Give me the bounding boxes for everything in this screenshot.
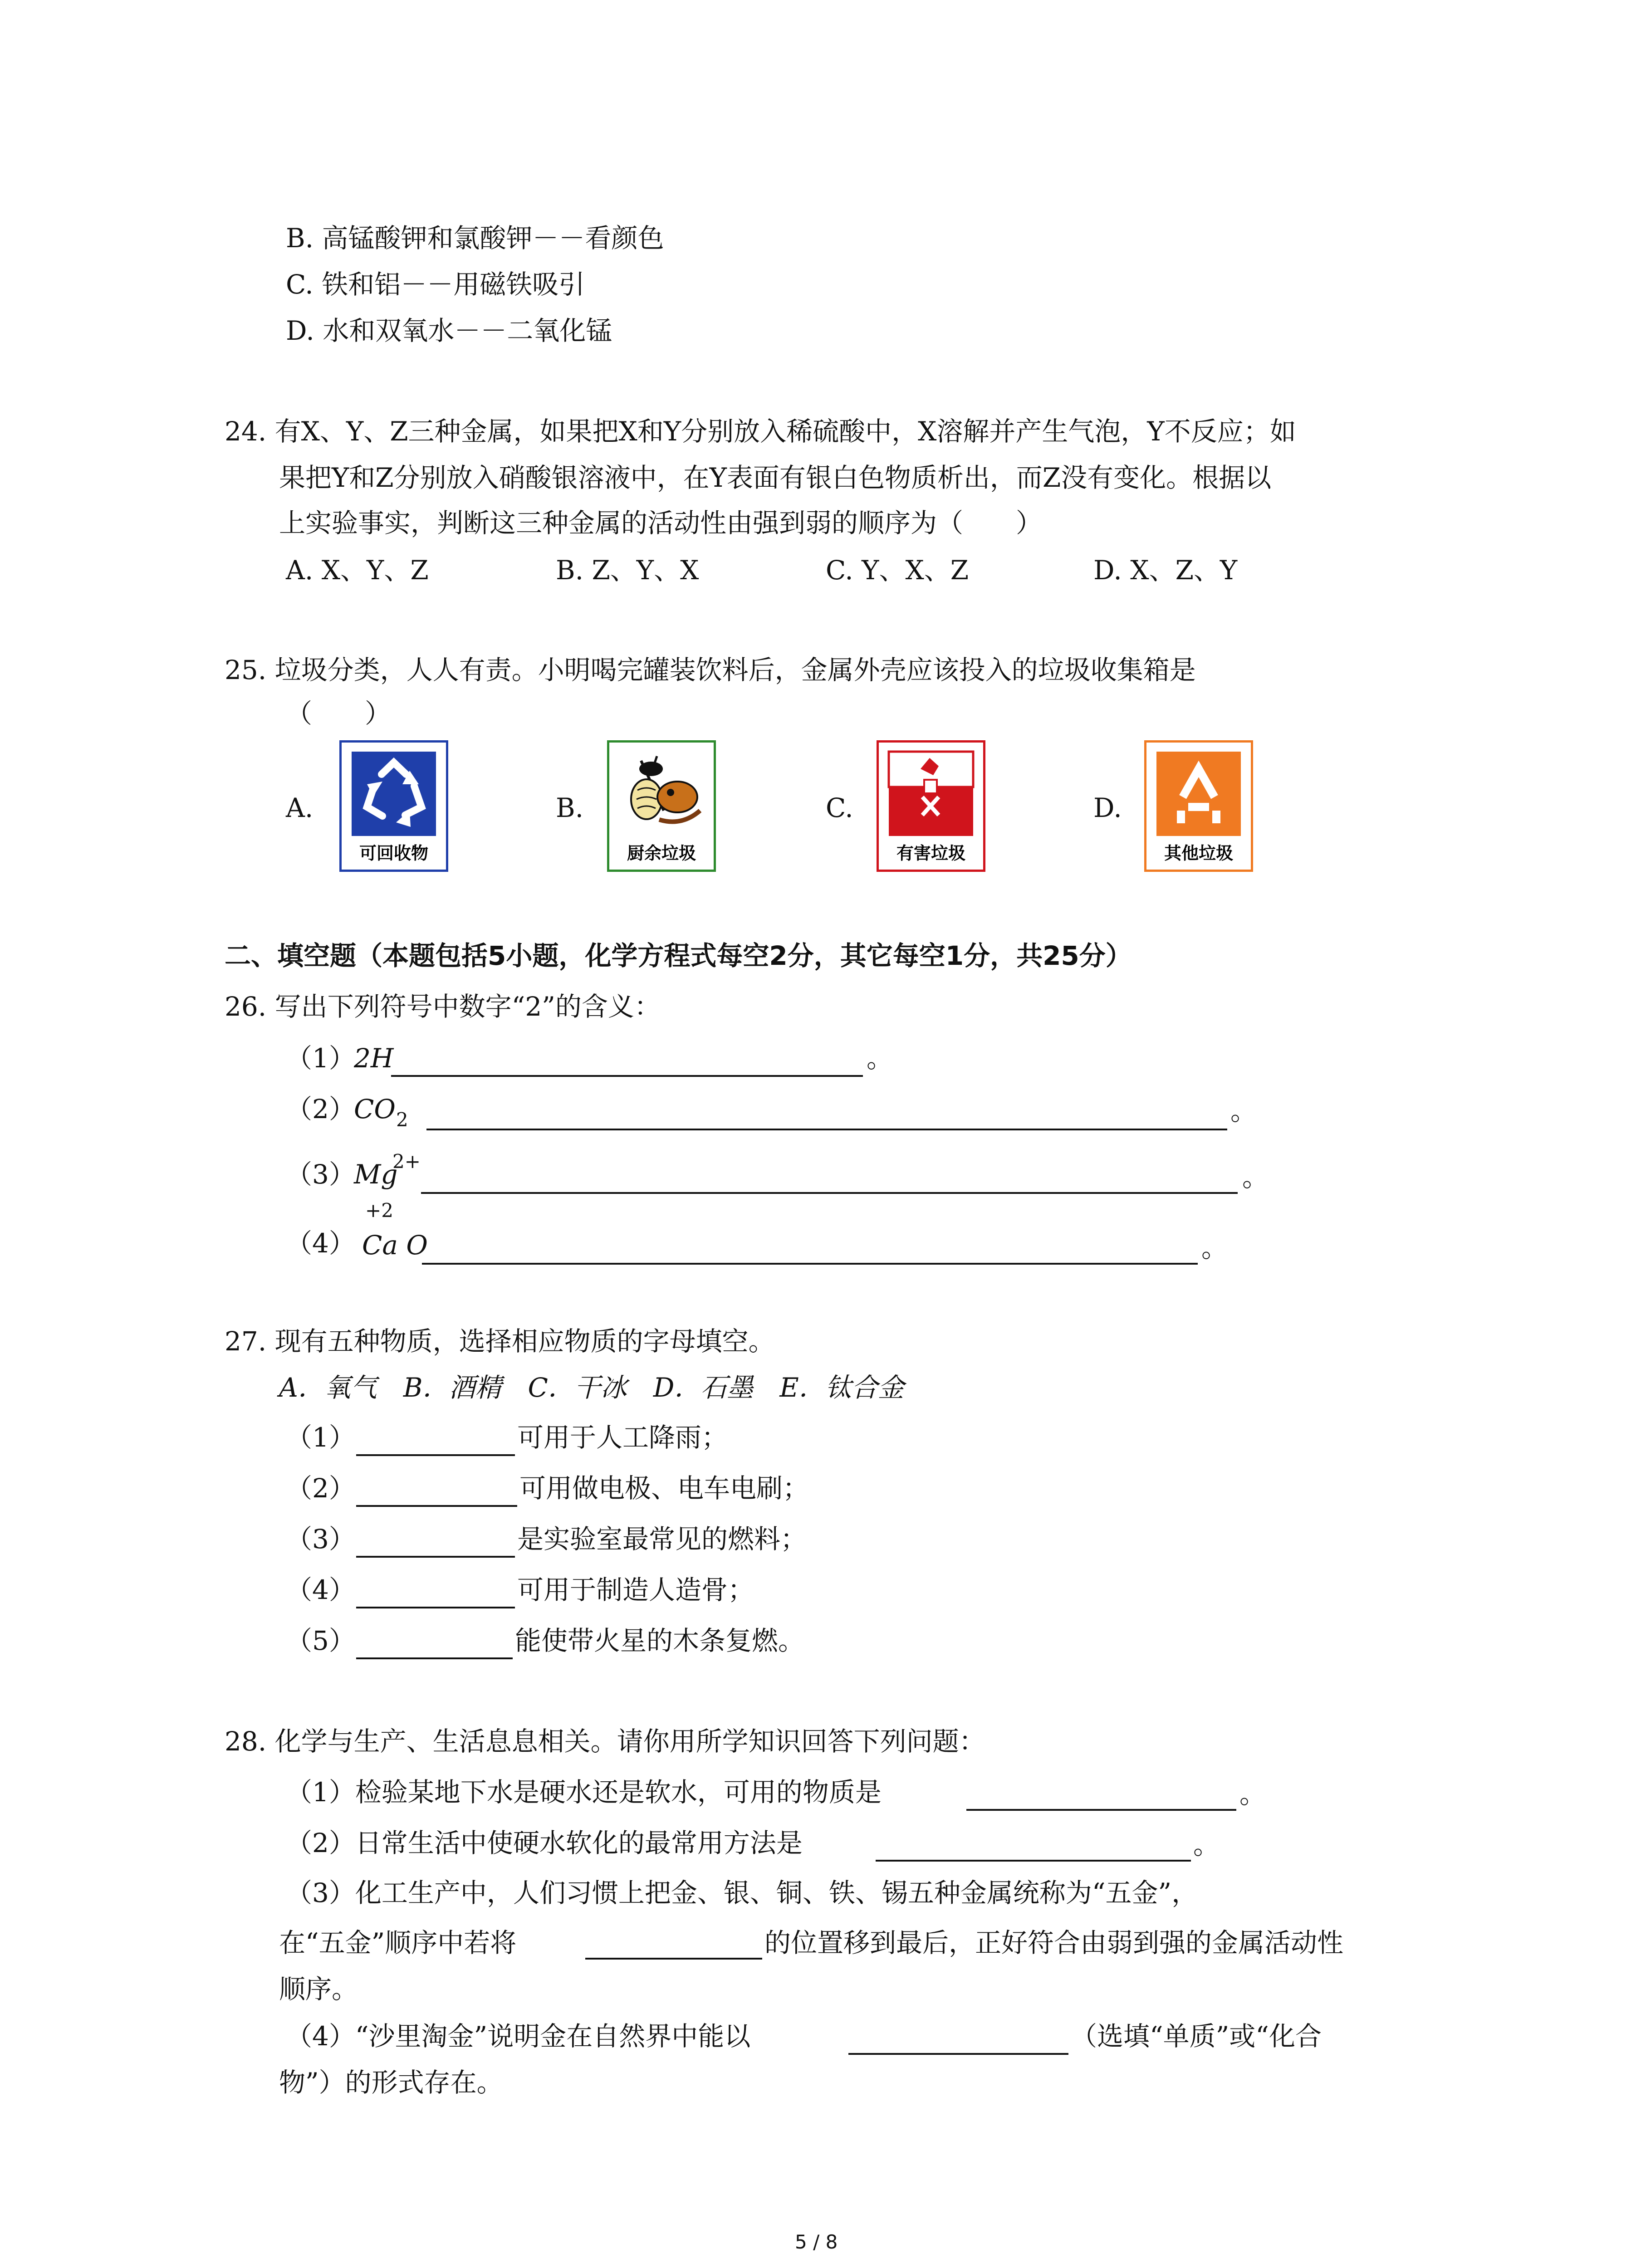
q26-item-3-blank[interactable] [421,1192,1238,1194]
other-waste-caption: 其他垃圾 [1164,843,1233,863]
q28-part-3-line-1: （3）化工生产中，人们习惯上把金、银、铜、铁、锡五种金属统称为“五金”， [286,1877,1198,1908]
q24-option-b: B. Z、Y、X [556,555,699,586]
recycle-bin-sign [339,740,448,872]
q27-stem: 27. 现有五种物质，选择相应物质的字母填空。 [225,1326,775,1357]
q27-item-4-blank[interactable] [356,1607,515,1608]
q25-line-2: （ ） [286,698,392,729]
other-waste-bin-sign [1144,740,1253,872]
q28-part-1-end: 。 [1239,1779,1266,1809]
q28-part-3-blank[interactable] [585,1958,762,1960]
q26-item-1-blank[interactable] [391,1075,863,1077]
hazardous-bin-sign [877,740,985,872]
q28-part-3-line-2a: 在“五金”顺序中若将 [279,1927,517,1958]
q28-part-2-blank[interactable] [876,1860,1191,1862]
q28-part-4-blank[interactable] [848,2053,1068,2055]
q26-item-4-valence: +2 [365,1199,393,1222]
q27-item-5-blank[interactable] [356,1657,513,1659]
q27-item-5-num: （5） [286,1625,355,1656]
other-waste-icon [1146,743,1251,838]
q27-item-1-num: （1） [286,1422,355,1453]
q24-option-c: C. Y、X、Z [826,555,969,586]
q23-option-b: B. 高锰酸钾和氯酸钾－－看颜色 [286,223,664,254]
q28-part-3-line-3: 顺序。 [279,1974,358,2004]
q27-item-3-blank[interactable] [356,1556,515,1558]
q27-item-3-text: 是实验室最常见的燃料； [517,1524,807,1554]
q26-item-2-subscript: 2 [396,1109,408,1131]
q27-item-4-num: （4） [286,1574,355,1605]
q24-option-a: A. X、Y、Z [286,555,429,586]
q27-item-4-text: 可用于制造人造骨； [517,1574,754,1605]
q24-line-3: 上实验事实，判断这三种金属的活动性由强到弱的顺序为（ ） [279,508,1043,538]
hazardous-caption: 有害垃圾 [896,843,965,863]
q28-part-4-line-2: 物”）的形式存在。 [279,2067,503,2098]
q27-item-1-blank[interactable] [356,1454,515,1456]
q26-item-1-num: （1） [286,1043,355,1074]
q28-stem: 28. 化学与生产、生活息息相关。请你用所学知识回答下列问题： [225,1726,985,1757]
q27-choices: A．氧气 B．酒精 C．干冰 D．石墨 E．钛合金 [279,1372,904,1403]
q27-item-2-num: （2） [286,1473,355,1504]
q26-item-4-end: 。 [1201,1232,1228,1263]
q24-line-2: 果把Y和Z分别放入硝酸银溶液中，在Y表面有银白色物质析出，而Z没有变化。根据以 [279,462,1272,493]
q28-part-1-blank[interactable] [966,1809,1236,1811]
q26-item-3-superscript: 2+ [392,1150,421,1173]
food-waste-icon [609,743,714,838]
q27-item-5-text: 能使带火星的木条复燃。 [515,1625,805,1656]
recycle-caption: 可回收物 [359,843,428,863]
q26-item-3-end: 。 [1242,1162,1269,1193]
q23-option-c: C. 铁和铝－－用磁铁吸引 [286,269,585,300]
q28-part-1-text: （1）检验某地下水是硬水还是软水，可用的物质是 [286,1777,882,1808]
q27-item-1-text: 可用于人工降雨； [517,1422,728,1453]
q26-item-2-end: 。 [1230,1095,1257,1126]
q26-stem: 26. 写出下列符号中数字“2”的含义： [225,991,661,1022]
q26-item-1-end: 。 [867,1043,893,1074]
q25-line-1: 25. 垃圾分类，人人有责。小明喝完罐装饮料后，金属外壳应该投入的垃圾收集箱是 [225,655,1196,685]
q26-item-3-num: （3） [286,1159,355,1190]
q26-item-2-symbol: CO [354,1094,396,1124]
q28-part-4-line-1a: （4）“沙里淘金”说明金在自然界中能以 [286,2021,751,2052]
q25-option-d-letter: D. [1093,792,1122,823]
q26-item-4-blank[interactable] [422,1263,1198,1265]
q25-option-a-letter: A. [286,792,314,823]
q27-item-2-text: 可用做电极、电车电刷； [519,1473,809,1504]
q25-option-c-letter: C. [826,792,853,823]
q25-option-b-letter: B. [556,792,584,823]
food-waste-caption: 厨余垃圾 [627,843,696,863]
q24-option-d: D. X、Z、Y [1093,555,1238,586]
q26-item-4-num: （4） [286,1228,355,1259]
q28-part-2-end: 。 [1193,1829,1220,1860]
section-2-heading: 二、填空题（本题包括5小题，化学方程式每空2分，其它每空1分，共25分） [225,940,1132,971]
q26-item-4-symbol: Ca O [362,1230,428,1261]
q26-item-1-symbol: 2H [354,1043,394,1074]
q24-line-1: 24. 有X、Y、Z三种金属，如果把X和Y分别放入稀硫酸中，X溶解并产生气泡，Y不反应；如 [225,416,1296,447]
recycle-icon [342,743,446,838]
q27-item-3-num: （3） [286,1524,355,1554]
q26-item-2-blank[interactable] [426,1129,1227,1130]
food-waste-bin-sign [607,740,716,872]
hazardous-icon [879,743,983,838]
q26-item-2-num: （2） [286,1094,355,1124]
q28-part-3-line-2b: 的位置移到最后，正好符合由弱到强的金属活动性 [764,1927,1344,1958]
q28-part-4-line-1b: （选填“单质”或“化合 [1071,2021,1322,2052]
q28-part-2-text: （2）日常生活中使硬水软化的最常用方法是 [286,1828,803,1858]
q26-item-3-symbol: Mg [354,1159,398,1190]
q23-option-d: D. 水和双氧水－－二氧化锰 [286,315,612,346]
q27-item-2-blank[interactable] [356,1505,517,1507]
page-number: 5 / 8 [795,2231,838,2253]
